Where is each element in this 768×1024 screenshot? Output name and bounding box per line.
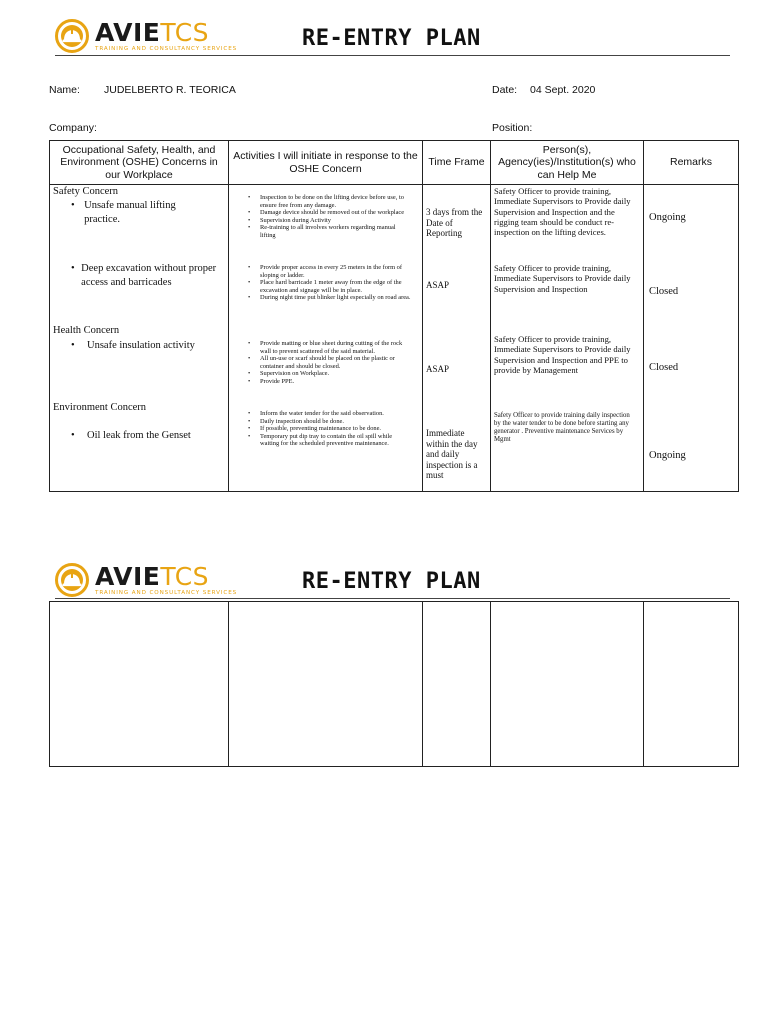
persons-excavation: Safety Officer to provide training, Immediate Supervisors to Provide daily Supervision and Inspection: [494, 263, 631, 294]
list-item: • Provide proper access in every 25 meters in the form of sloping or ladder.: [248, 264, 402, 279]
list-item: • Place hard barricade 1 meter away from the edge of the excavation and signage will be in place.: [248, 279, 402, 294]
remarks-oil-leak: Ongoing: [649, 450, 686, 461]
name-label: Name:: [49, 84, 80, 96]
company-logo: [55, 19, 237, 53]
table-body-row: [50, 185, 739, 492]
category-safety: Safety Concern: [53, 186, 119, 197]
empty-cell: [229, 602, 423, 767]
table-row: [50, 602, 739, 767]
page-title-page-2: RE-ENTRY PLAN: [302, 569, 481, 594]
logo-wordmark: AVIETCS: [95, 17, 210, 47]
time-frame-insulation: ASAP: [426, 364, 450, 374]
concern-oil-leak: • Oil leak from the Genset: [71, 430, 191, 441]
list-item: • Daily inspection should be done.: [248, 417, 344, 425]
empty-cell: [50, 602, 229, 767]
header-remarks: Remarks: [644, 141, 739, 185]
list-item: • Temporary put dip tray to contain the oil spill while waiting for the scheduled preventive maintenance.: [248, 432, 393, 448]
list-item: • If possible, preventing maintenance to be done.: [248, 425, 382, 433]
remarks-excavation: Closed: [649, 286, 679, 297]
activities-cell: [229, 185, 423, 492]
logo-wordmark: AVIETCS: [95, 561, 210, 591]
list-item: • Inspection to be done on the lifting device before use, to ensure free from any damage.: [248, 194, 404, 209]
remarks-insulation: Closed: [649, 362, 679, 373]
persons-insulation: Safety Officer to provide training, Immediate Supervisors to Provide daily Supervision and Inspection and PPE to provide by Management: [494, 334, 631, 375]
empty-cell: [423, 602, 491, 767]
remarks-cell: [644, 185, 739, 492]
remarks-lifting: Ongoing: [649, 212, 686, 223]
list-item: • Provide matting or blue sheet during cutting of the rock wall to prevent scattered of the said material.: [248, 340, 403, 355]
concern-deep-excavation: • Deep excavation without proper access and barricades: [71, 263, 217, 288]
persons-oil-leak: Safety Officer to provide training daily inspection by the water tender to be done before starting any generator . Preventive maintenance Services by Mgmt: [494, 412, 630, 443]
persons-cell: [491, 185, 644, 492]
header-divider: [55, 55, 730, 56]
name-value: JUDELBERTO R. TEORICA: [104, 84, 236, 96]
concerns-cell: [50, 185, 229, 492]
page-title: RE-ENTRY PLAN: [302, 26, 481, 51]
empty-cell: [491, 602, 644, 767]
table-header-row: [50, 141, 739, 185]
activities-list-oil-leak: [244, 410, 412, 448]
list-item: • Damage device should be removed out of the workplace: [248, 209, 405, 217]
hardhat-logo-icon: [55, 19, 89, 53]
persons-lifting: Safety Officer to provide training, Immediate Supervisors to Provide daily Supervision and Inspection and the rigging team should be conduct re-inspection on the lifting devices.: [494, 186, 631, 238]
oshe-plan-table: [49, 140, 739, 492]
time-frame-oil-leak: Immediate within the day and daily inspection is a must: [426, 428, 478, 480]
header-activities: Activities I will initiate in response to the OSHE Concern: [229, 141, 423, 185]
time-frame-lifting: 3 days from the Date of Reporting: [426, 207, 483, 238]
concern-manual-lifting: • Unsafe manual lifting practice.: [71, 200, 176, 225]
list-item: • All un-use or scarf should be placed on the plastic or container and should be closed.: [248, 355, 395, 370]
activities-list-insulation: [244, 340, 412, 386]
hardhat-logo-icon: [55, 563, 89, 597]
list-item: • During night time put blinker light especially on road area.: [248, 294, 411, 302]
list-item: • Inform the water tender for the said observation.: [248, 410, 384, 417]
list-item: • Supervision on Workplace.: [248, 370, 330, 378]
header-divider-page-2: [55, 598, 730, 599]
concern-insulation: • Unsafe insulation activity: [71, 340, 195, 351]
header-persons: Person(s), Agency(ies)/Institution(s) who can Help Me: [491, 141, 644, 185]
header-concerns: Occupational Safety, Health, and Environment (OSHE) Concerns in our Workplace: [50, 141, 229, 185]
activities-list-excavation: [244, 264, 412, 302]
list-item: • Supervision during Activity: [248, 216, 332, 224]
category-health: Health Concern: [53, 325, 120, 336]
activities-list-lifting: [244, 194, 412, 240]
date-value: 04 Sept. 2020: [530, 84, 596, 96]
list-item: • Provide PPE.: [248, 377, 295, 385]
logo-tagline: TRAINING AND CONSULTANCY SERVICES: [95, 589, 238, 596]
position-label: Position:: [492, 122, 533, 134]
header-time-frame: Time Frame: [423, 141, 491, 185]
company-logo-page-2: [55, 563, 237, 597]
time-frame-cell: [423, 185, 491, 492]
category-environment: Environment Concern: [53, 402, 147, 413]
company-label: Company:: [49, 122, 97, 134]
logo-tagline: TRAINING AND CONSULTANCY SERVICES: [95, 45, 238, 52]
list-item: • Re-training to all involves workers regarding manual lifting: [248, 224, 396, 239]
date-label: Date:: [492, 84, 518, 96]
time-frame-excavation: ASAP: [426, 280, 450, 290]
oshe-plan-table-page-2: [49, 601, 739, 767]
empty-cell: [644, 602, 739, 767]
